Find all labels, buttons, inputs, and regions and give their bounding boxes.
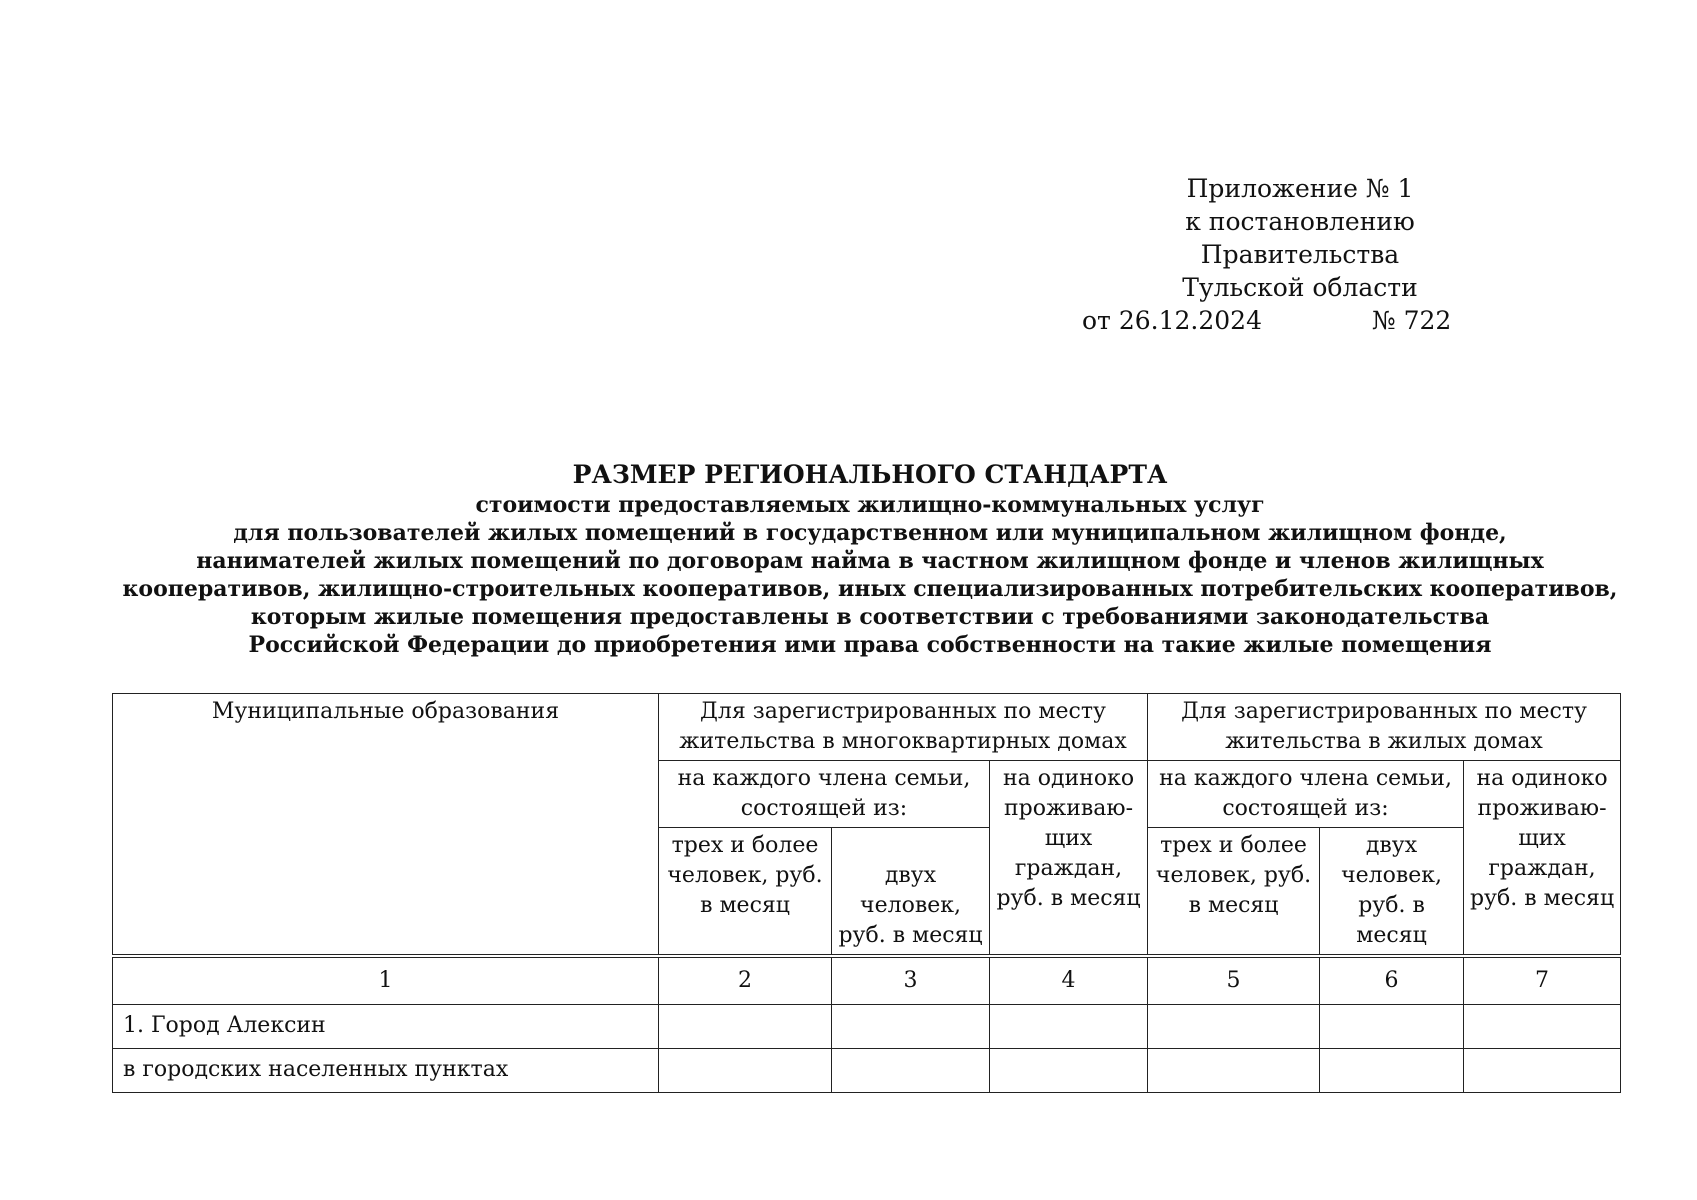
table-cell xyxy=(990,1048,1148,1092)
column-number-7: 7 xyxy=(1464,956,1621,1004)
document-date: от 26.12.2024 xyxy=(1082,306,1262,335)
title-main: РАЗМЕР РЕГИОНАЛЬНОГО СТАНДАРТА xyxy=(572,460,1168,489)
header-single-residential: на одиноко проживаю-щих граждан, руб. в месяц xyxy=(1464,761,1621,957)
table-row xyxy=(113,1004,1621,1048)
title-line-3: нанимателей жилых помещений по договорам найма в частном жилищном фонде и членов жилищных xyxy=(196,548,1544,574)
header-three-plus-multi: трех и более человек, руб. в месяц xyxy=(659,828,832,957)
document-title xyxy=(110,459,1630,659)
title-line-1: стоимости предоставляемых жилищно-коммунальных услуг xyxy=(475,492,1265,518)
header-multi-apartment: Для зарегистрированных по месту жительства в многоквартирных домах xyxy=(659,694,1148,761)
table-cell xyxy=(659,1048,832,1092)
title-line-2: для пользователей жилых помещений в государственном или муниципальном жилищном фонде, xyxy=(233,520,1507,546)
header-residential: Для зарегистрированных по месту жительства в жилых домах xyxy=(1148,694,1621,761)
appendix-line-2: к постановлению Правительства xyxy=(1185,207,1415,269)
header-per-member-residential: на каждого члена семьи, состоящей из: xyxy=(1148,761,1464,828)
row-name: 1. Город Алексин xyxy=(113,1004,659,1048)
title-line-6: Российской Федерации до приобретения ими права собственности на такие жилые помещения xyxy=(248,632,1492,658)
column-number-6: 6 xyxy=(1320,956,1464,1004)
standard-table xyxy=(112,693,1621,1093)
table-cell xyxy=(1464,1004,1621,1048)
table-cell xyxy=(1464,1048,1621,1092)
header-two-residential: двух человек, руб. в месяц xyxy=(1320,828,1464,957)
appendix-block xyxy=(1100,172,1500,304)
table-cell xyxy=(1148,1048,1320,1092)
header-two-multi: двух человек, руб. в месяц xyxy=(832,828,990,957)
header-three-plus-residential: трех и более человек, руб. в месяц xyxy=(1148,828,1320,957)
title-line-4: кооперативов, жилищно-строительных кооперативов, иных специализированных потребительских кооперативов, xyxy=(122,576,1618,602)
table-cell xyxy=(1320,1048,1464,1092)
appendix-line-3: Тульской области xyxy=(1182,273,1418,302)
table-cell xyxy=(832,1048,990,1092)
title-line-5: которым жилые помещения предоставлены в соответствии с требованиями законодательства xyxy=(250,604,1490,630)
table-cell xyxy=(659,1004,832,1048)
header-single-multi: на одиноко проживаю-щих граждан, руб. в месяц xyxy=(990,761,1148,957)
document-number: № 722 xyxy=(1372,306,1452,335)
row-name: в городских населенных пунктах xyxy=(113,1048,659,1092)
column-number-3: 3 xyxy=(832,956,990,1004)
table-cell xyxy=(990,1004,1148,1048)
column-number-2: 2 xyxy=(659,956,832,1004)
table-cell xyxy=(832,1004,990,1048)
column-number-1: 1 xyxy=(113,956,659,1004)
column-number-4: 4 xyxy=(990,956,1148,1004)
header-municipal: Муниципальные образования xyxy=(113,694,659,957)
column-number-5: 5 xyxy=(1148,956,1320,1004)
appendix-line-1: Приложение № 1 xyxy=(1186,174,1414,203)
table-row xyxy=(113,1048,1621,1092)
header-per-member-multi: на каждого члена семьи, состоящей из: xyxy=(659,761,990,828)
table-cell xyxy=(1320,1004,1464,1048)
table-cell xyxy=(1148,1004,1320,1048)
